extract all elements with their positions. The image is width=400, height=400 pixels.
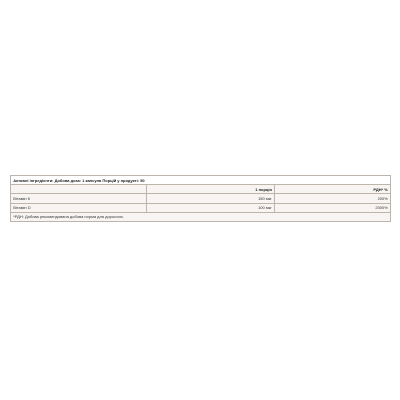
table-row [11, 194, 391, 203]
daily-value-footnote: *РДН: Добова рекомендована добова норма для дорослих. [11, 212, 391, 221]
ingredient-name: Вітамін D [11, 203, 147, 212]
ingredient-name: Вітамін К [11, 194, 147, 203]
serving-column-header: 1 порція [147, 185, 275, 194]
ingredient-serving-amount: 100 мкг [147, 203, 275, 212]
table-row [11, 203, 391, 212]
table-header-row [11, 176, 391, 185]
active-ingredients-header: Активні інгредієнти: Добова доза: 1 капсула Порцій у продукті: 50 [11, 176, 391, 185]
ingredient-serving-amount: 150 мкг [147, 194, 275, 203]
ingredient-daily-value: 2000% [275, 203, 391, 212]
ingredient-daily-value: 200% [275, 194, 391, 203]
supplement-facts-table [10, 175, 391, 222]
daily-value-column-header: РДН* % [275, 185, 391, 194]
column-header-row [11, 185, 391, 194]
ingredient-column-header [11, 185, 147, 194]
footnote-row [11, 212, 391, 221]
